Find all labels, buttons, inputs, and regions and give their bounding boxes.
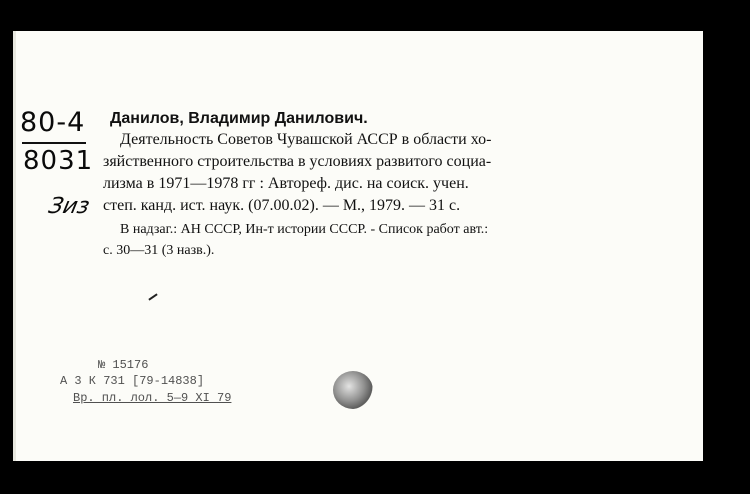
card-edge	[13, 31, 16, 461]
title-line-3: лизма в 1971—1978 гг : Автореф. дис. на соиск. учен.	[103, 175, 469, 192]
stamp-code: А 3 К 731 [79-14838]	[60, 374, 205, 388]
stamp-smudge	[333, 371, 373, 409]
stamp-number: № 15176	[98, 358, 149, 372]
pen-mark	[148, 293, 157, 300]
note-line-1: В надзаг.: АН СССР, Ин-т истории СССР. - Список работ авт.:	[120, 222, 489, 237]
title-line-4: степ. канд. ист. наук. (07.00.02). — М., 1979. — 31 с.	[103, 197, 461, 214]
call-number-top: 80-4	[20, 107, 86, 138]
title-line-2: зяйственного строительства в условиях развитого социа-	[103, 153, 492, 170]
handwritten-initials: Зиз	[46, 194, 92, 219]
author-heading: Данилов, Владимир Данилович.	[110, 110, 368, 127]
stamp-date: Вр. пл. лол. 5—9 XI 79	[73, 391, 232, 405]
catalog-card	[13, 31, 703, 461]
title-line-1: Деятельность Советов Чувашской АССР в области хо-	[120, 131, 492, 148]
note-line-2: с. 30—31 (3 назв.).	[103, 243, 215, 258]
call-number-divider	[22, 142, 86, 144]
call-number-bottom: 8031	[23, 146, 94, 176]
